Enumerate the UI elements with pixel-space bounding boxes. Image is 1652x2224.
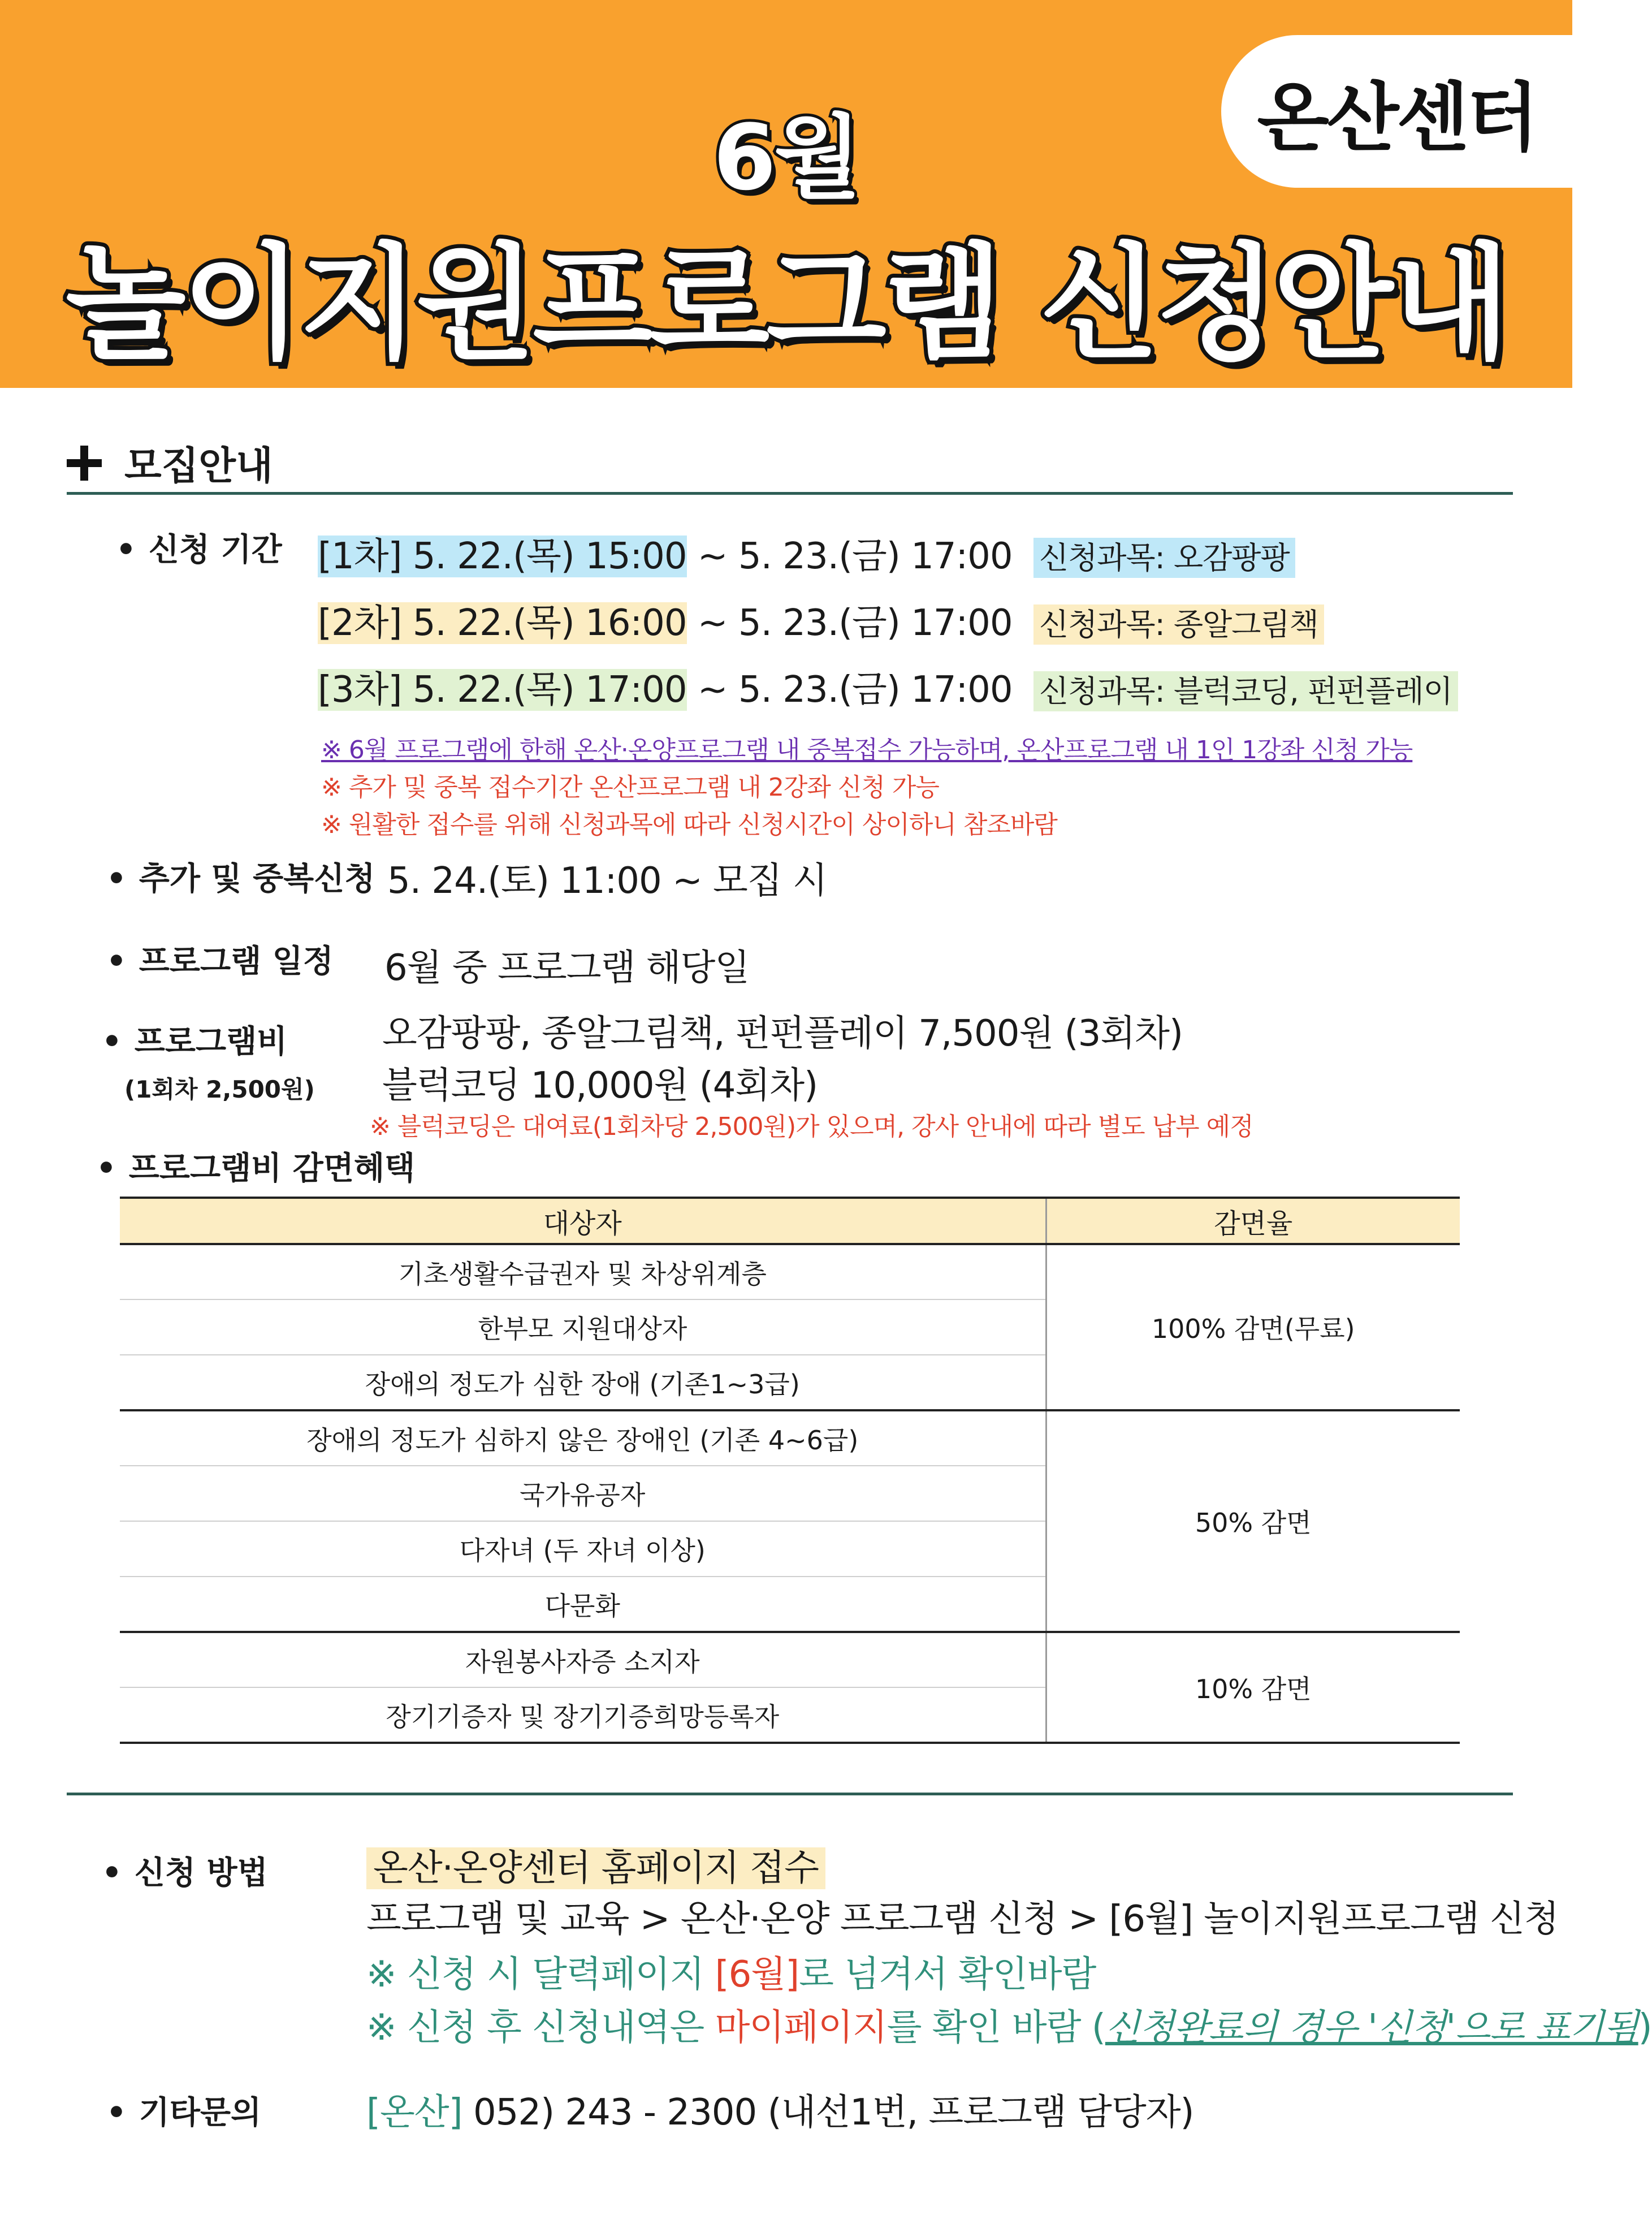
fee-line-2: 블럭코딩 10,000원 (4회차) [382,1065,818,1107]
period-note-2: ※ 추가 및 중복 접수기간 온산프로그램 내 2강좌 신청 가능 [321,773,939,802]
round-1 [318,527,1295,579]
section-title: 모집안내 [124,444,273,489]
method-note-2-mypage: 마이페이지 [715,2007,887,2049]
header-banner [0,0,1572,388]
contact-center: [온산] [366,2092,462,2134]
method-note-1 [366,1945,1096,1997]
table-header-row [120,1198,1460,1244]
target-cell: 장기기증자 및 장기기증희망등록자 [120,1687,1046,1743]
target-cell: 기초생활수급권자 및 차상위계층 [120,1244,1046,1299]
contact-line [366,2083,1194,2135]
method-note-2 [366,1998,1652,2050]
method-note-2-italic: 신청완료의 경우 '신청'으로 표기됨 [1105,2007,1638,2049]
method-note-2-close: ) [1638,2007,1652,2049]
schedule-label: • 프로그램 일정 [106,936,334,982]
period-note-3: ※ 원활한 접수를 위해 신청과목에 따라 신청시간이 상이하니 참조바람 [321,810,1057,839]
method-highlight-line [366,1839,825,1891]
method-path: 프로그램 및 교육 > 온산·온양 프로그램 신청 > [6월] 놀이지원프로그램 신청 [366,1898,1559,1940]
page-title: 놀이지원프로그램 신청안내 [66,231,1507,376]
fee-label: • 프로그램비 [102,1017,287,1062]
target-cell: 한부모 지원대상자 [120,1299,1046,1355]
table-row [120,1244,1460,1299]
method-note-1-month: [6월] [715,1954,799,1996]
rate-cell-10: 10% 감면 [1046,1632,1460,1743]
contact-phone: 052) 243 - 2300 (내선1번, 프로그램 담당자) [462,2092,1194,2134]
round-2-course: 신청과목: 종알그림책 [1033,604,1324,645]
target-cell: 국가유공자 [120,1466,1046,1521]
round-1-start: [1차] 5. 22.(목) 15:00 [318,536,687,577]
round-2-end: ~ 5. 23.(금) 17:00 [686,602,1013,644]
fee-line-1: 오감팡팡, 종알그림책, 펀펀플레이 7,500원 (3회차) [382,1013,1183,1055]
method-note-2-mid: 를 확인 바람 ( [886,2007,1105,2049]
rate-cell-100: 100% 감면(무료) [1046,1244,1460,1410]
period-note-1: ※ 6월 프로그램에 한해 온산·온양프로그램 내 중복접수 가능하며, 온산프로그램 내 1인 1강좌 신청 가능 [321,736,1413,765]
target-cell: 장애의 정도가 심하지 않은 장애인 (기존 4~6급) [120,1410,1046,1466]
method-highlight: 온산·온양센터 홈페이지 접수 [366,1847,825,1889]
target-cell: 다문화 [120,1577,1046,1632]
round-2-start: [2차] 5. 22.(목) 16:00 [318,602,687,644]
rate-cell-50: 50% 감면 [1046,1410,1460,1632]
round-2 [318,594,1324,646]
round-3-end: ~ 5. 23.(금) 17:00 [686,669,1013,711]
section-divider-top [67,492,1513,495]
center-badge-label: 온산센터 [1257,75,1537,162]
method-label: • 신청 방법 [102,1848,268,1893]
table-row [120,1632,1460,1687]
target-cell: 자원봉사자증 소지자 [120,1632,1046,1687]
round-3 [318,660,1458,712]
method-note-1-text: ※ 신청 시 달력페이지 [366,1954,715,1996]
schedule-value: 6월 중 프로그램 해당일 [384,947,750,989]
round-1-course: 신청과목: 오감팡팡 [1033,538,1295,578]
round-1-end: ~ 5. 23.(금) 17:00 [686,536,1013,577]
extra-application-label: • 추가 및 중복신청 [106,854,375,899]
round-3-start: [3차] 5. 22.(목) 17:00 [318,669,687,711]
header-target: 대상자 [120,1198,1046,1244]
fee-sublabel: (1회차 2,500원) [124,1076,315,1103]
application-period-label: • 신청 기간 [116,525,282,570]
header-rate: 감면율 [1046,1198,1460,1244]
method-note-2-text: ※ 신청 후 신청내역은 [366,2007,715,2049]
target-cell: 다자녀 (두 자녀 이상) [120,1521,1046,1577]
table-row [120,1410,1460,1466]
section-heading [67,435,273,490]
contact-label: • 기타문의 [106,2088,261,2133]
plus-icon [67,446,102,481]
section-divider-bottom [67,1793,1513,1795]
extra-application-value: 5. 24.(토) 11:00 ~ 모집 시 [387,860,827,902]
discount-table [120,1197,1460,1744]
target-cell: 장애의 정도가 심한 장애 (기존1~3급) [120,1355,1046,1410]
round-3-course: 신청과목: 블럭코딩, 펀펀플레이 [1033,671,1458,711]
fee-note: ※ 블럭코딩은 대여료(1회차당 2,500원)가 있으며, 강사 안내에 따라 별도 납부 예정 [370,1112,1253,1141]
month-title: 6월 [713,105,859,210]
method-note-1-tail: 로 넘겨서 확인바람 [799,1954,1096,1996]
discount-label: • 프로그램비 감면혜택 [96,1143,415,1189]
